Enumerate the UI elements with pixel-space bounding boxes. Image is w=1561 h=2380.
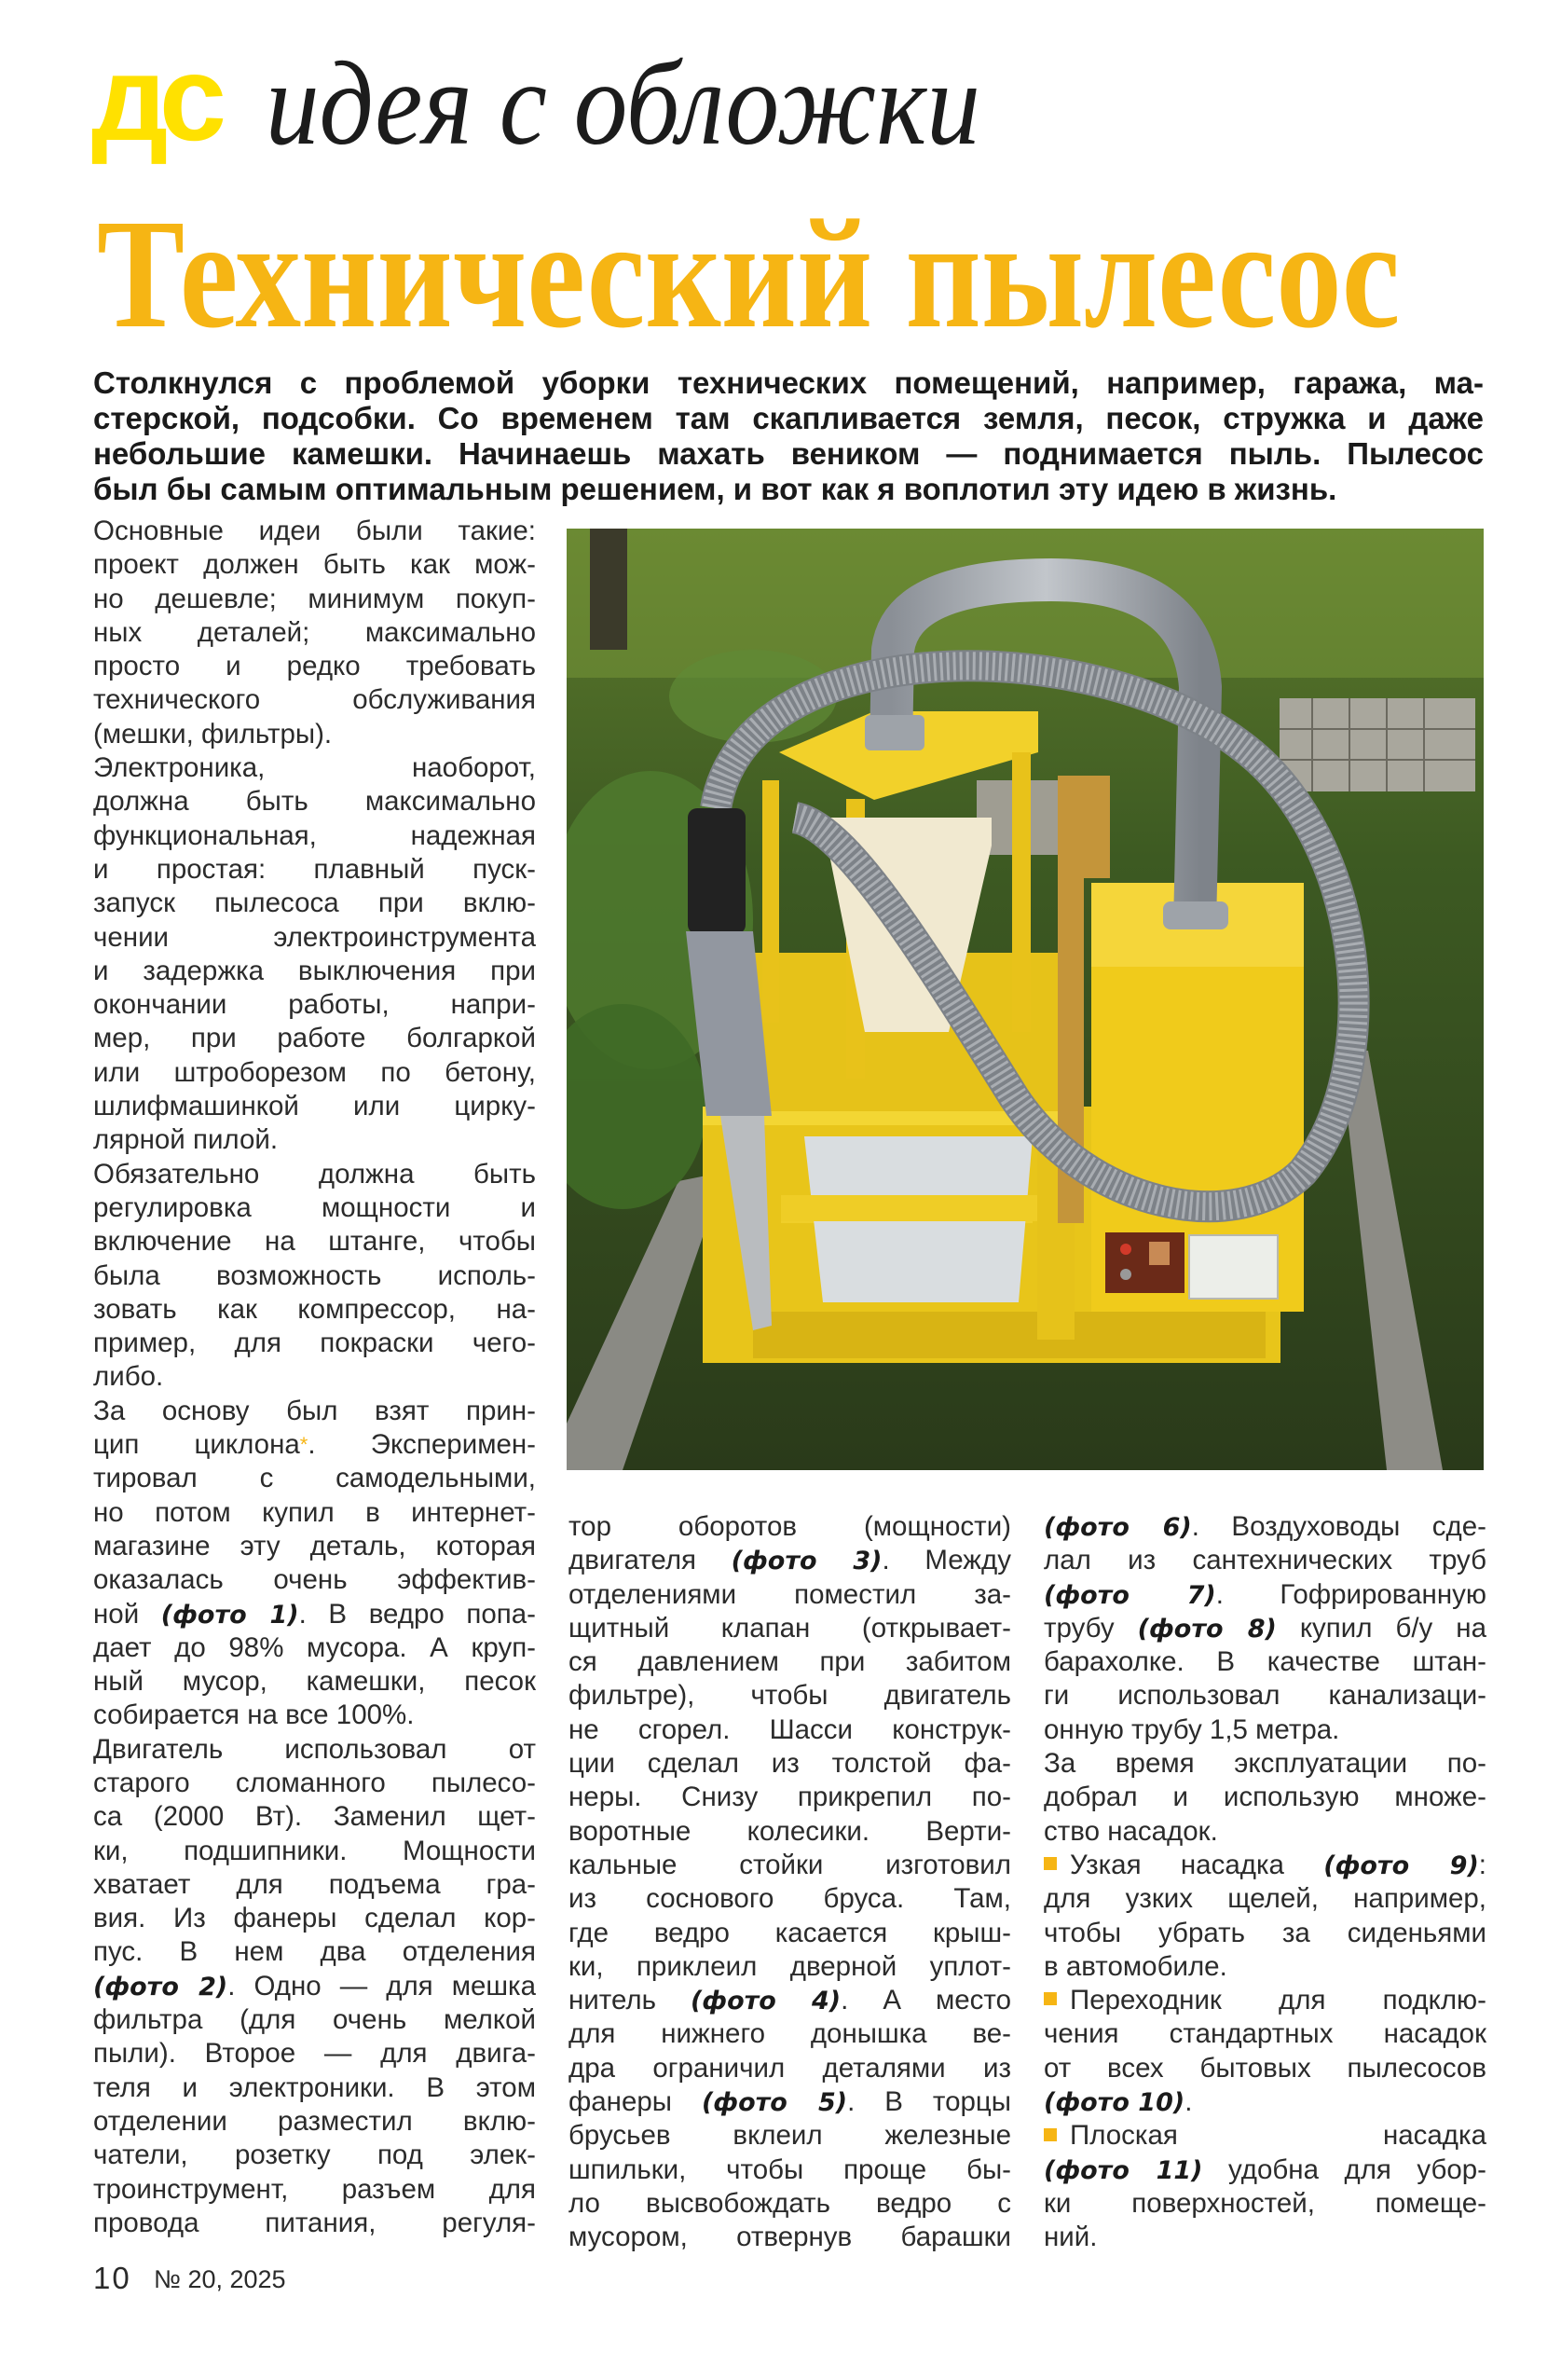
text-line <box>93 1327 536 1360</box>
text-line <box>93 988 536 1022</box>
text-line <box>568 2153 1011 2187</box>
text-line <box>93 1428 536 1462</box>
power-socket <box>1189 1235 1278 1299</box>
footnote-asterisk: * <box>299 1433 308 1457</box>
text-run: от всех бытовых пылесосов <box>1044 2052 1486 2084</box>
text-run: или штроборезом по бетону, <box>93 1056 536 1088</box>
text-line <box>93 515 536 548</box>
text-run: ный мусор, камешки, песок <box>93 1666 536 1698</box>
text-run: За время эксплуатации по- <box>1044 1748 1486 1780</box>
photo-reference: (фото 8) <box>1137 1614 1277 1644</box>
text-line <box>1044 2153 1486 2187</box>
text-line <box>93 1259 536 1293</box>
text-line <box>568 2221 1011 2254</box>
text-line <box>93 2105 536 2139</box>
text-run: дра ограничил деталями из <box>568 2052 1011 2084</box>
text-line <box>93 2003 536 2037</box>
text-run: ги использовал канализаци- <box>1044 1680 1486 1712</box>
text-run: ки поверхностей, помеще- <box>1044 2187 1486 2219</box>
text-line <box>93 2207 536 2240</box>
text-line <box>93 1022 536 1055</box>
text-run: в автомобиле. <box>1044 1950 1227 1982</box>
text-line <box>93 548 536 582</box>
text-run: вия. Из фанеры сделал кор- <box>93 1903 536 1934</box>
text-line <box>93 2173 536 2207</box>
text-line <box>1044 2187 1486 2221</box>
text-run: старого сломанного пылесо- <box>93 1767 536 1798</box>
text-run: функциональная, надежная <box>93 819 536 851</box>
bullet-square-icon <box>1044 2128 1057 2141</box>
text-line <box>93 2037 536 2070</box>
text-run: пыли). Второе — для двига- <box>93 2038 536 2070</box>
text-run: трубу <box>1044 1612 1138 1644</box>
text-run: воротные колесики. Верти- <box>568 1815 1011 1847</box>
photo-reference: (фото 2) <box>93 1972 228 2002</box>
text-line <box>93 650 536 683</box>
text-run: для нижнего донышка ве- <box>568 2018 1011 2050</box>
text-column-2 <box>568 1510 1011 2255</box>
text-line <box>93 583 536 616</box>
text-run: пус. В нем два отделения <box>93 1936 536 1968</box>
magazine-logo: дс <box>91 30 220 166</box>
text-run: технического обслуживания <box>93 684 536 716</box>
text-run: Обязательно должна быть <box>93 1158 536 1190</box>
text-run: купил б/у на <box>1276 1612 1486 1644</box>
text-run: окончании работы, напри- <box>93 989 536 1021</box>
text-run: для узких щелей, например, <box>1044 1883 1486 1915</box>
text-run: тировал с самодельными, <box>93 1463 536 1494</box>
text-run: : <box>1478 1849 1486 1880</box>
photo-reference: (фото 1) <box>160 1600 299 1630</box>
text-line <box>568 1679 1011 1713</box>
text-line <box>1044 1612 1486 1645</box>
text-line <box>93 1699 536 1732</box>
text-run: . Воздуховоды сде- <box>1191 1511 1487 1542</box>
text-run: неры. Снизу прикрепил по- <box>568 1782 1011 1813</box>
text-line <box>93 785 536 819</box>
text-run: . Между <box>882 1545 1011 1576</box>
text-run: барахолке. В качестве штан- <box>1044 1646 1486 1678</box>
lead-line: стерской, подсобки. Со временем там скапливается земля, песок, стружка и даже <box>93 401 1484 435</box>
page-number: 10 <box>93 2261 131 2295</box>
text-run: и задержка выключения при <box>93 955 536 986</box>
text-line <box>93 921 536 955</box>
photo-reference: (фото 4) <box>690 1987 842 2016</box>
text-line <box>568 1747 1011 1781</box>
text-line <box>93 683 536 717</box>
photo-reference: (фото 6) <box>1044 1513 1192 1542</box>
text-run: тор оборотов (мощности) <box>568 1511 1011 1542</box>
brick-wall <box>1280 698 1475 791</box>
text-line <box>93 1191 536 1225</box>
text-line <box>93 2071 536 2105</box>
text-line <box>568 2052 1011 2085</box>
text-line <box>93 616 536 650</box>
text-run: фанеры <box>568 2086 702 2118</box>
text-line <box>93 1225 536 1259</box>
text-column-3 <box>1044 1510 1486 2255</box>
text-line <box>1044 1578 1486 1612</box>
text-line <box>568 1815 1011 1849</box>
text-line <box>568 1578 1011 1612</box>
text-run: проект должен быть как мож- <box>93 549 536 581</box>
text-line <box>93 1767 536 1800</box>
text-run: лярной пилой. <box>93 1124 279 1156</box>
article-title: Технический пылесос <box>97 187 1401 361</box>
photo-reference: (фото 3) <box>731 1547 883 1576</box>
text-line <box>1044 1510 1486 1544</box>
text-run: Узкая насадка <box>1070 1849 1324 1880</box>
text-run: ной <box>93 1598 161 1630</box>
text-line <box>1044 1781 1486 1814</box>
text-line <box>93 1293 536 1327</box>
text-run: лал из сантехнических труб <box>1044 1545 1486 1576</box>
text-run: нитель <box>568 1985 691 2016</box>
bullet-square-icon <box>1044 1857 1057 1870</box>
text-run: запуск пылесоса при вклю- <box>93 887 536 919</box>
text-run: цип циклона <box>93 1429 300 1461</box>
text-run: добрал и использую множе- <box>1044 1782 1486 1813</box>
text-line <box>568 1544 1011 1577</box>
text-line <box>93 1733 536 1767</box>
text-run: ство насадок. <box>1044 1815 1218 1847</box>
text-run: . Гофрированную <box>1215 1578 1486 1610</box>
text-line <box>93 1090 536 1123</box>
text-run: отделении разместил вклю- <box>93 2105 536 2137</box>
text-run: ции сделал из толстой фа- <box>568 1748 1011 1780</box>
text-run: мер, при работе болгаркой <box>93 1023 536 1054</box>
text-run: где ведро касается крыш- <box>568 1917 1011 1948</box>
text-run: дает до 98% мусора. А круп- <box>93 1631 536 1663</box>
text-run: . А место <box>841 1985 1012 2016</box>
photo-reference: (фото 10) <box>1044 2088 1185 2118</box>
text-run: но потом купил в интернет- <box>93 1496 536 1528</box>
text-line <box>568 1849 1011 1882</box>
text-column-1 <box>93 515 536 2240</box>
text-line <box>93 819 536 853</box>
text-line <box>568 1645 1011 1679</box>
issue-number: № 20, 2025 <box>154 2265 286 2293</box>
text-run: ний. <box>1044 2222 1098 2253</box>
text-line <box>93 718 536 751</box>
text-run: магазине эту деталь, которая <box>93 1530 536 1561</box>
text-line <box>93 1935 536 1969</box>
text-line <box>93 1835 536 1868</box>
text-line <box>93 1800 536 1834</box>
text-run: чатели, розетку под элек- <box>93 2139 536 2171</box>
text-run: фильтре), чтобы двигатель <box>568 1680 1011 1712</box>
text-run: Электроника, наоборот, <box>93 752 536 784</box>
text-run: . В торцы <box>847 2086 1012 2118</box>
text-line <box>568 2119 1011 2153</box>
text-run: Переходник для подклю- <box>1070 1985 1486 2016</box>
text-line <box>1044 1815 1486 1849</box>
text-line <box>1044 2085 1486 2119</box>
text-run: отделениями поместил за- <box>568 1578 1011 1610</box>
text-run: удобна для убор- <box>1202 2153 1486 2185</box>
text-run: . Эксперимен- <box>308 1429 536 1461</box>
text-run: троинструмент, разъем для <box>93 2173 536 2205</box>
text-run: чтобы убрать за сиденьями <box>1044 1917 1486 1948</box>
hose-coupling <box>688 808 746 934</box>
text-line <box>93 1056 536 1090</box>
text-run: са (2000 Вт). Заменил щет- <box>93 1801 536 1833</box>
text-line <box>93 1631 536 1665</box>
text-line <box>93 751 536 785</box>
text-run: кальные стойки изготовил <box>568 1849 1011 1880</box>
text-line <box>93 1158 536 1191</box>
text-line <box>93 1902 536 1935</box>
text-run: ки, приклеил дверной уплот- <box>568 1950 1011 1982</box>
text-run: и простая: плавный пуск- <box>93 853 536 885</box>
text-line <box>568 1713 1011 1747</box>
text-line <box>93 1563 536 1597</box>
text-run: Двигатель использовал от <box>93 1733 536 1765</box>
text-run: двигателя <box>568 1545 732 1576</box>
text-line <box>568 2017 1011 2051</box>
lead-line: небольшие камешки. Начинаешь махать веником — поднимается пыль. Пылесос <box>93 436 1484 471</box>
text-line <box>568 1950 1011 1984</box>
text-run: собирается на все 100%. <box>93 1699 415 1731</box>
text-run: включение на штанге, чтобы <box>93 1226 536 1258</box>
text-run: зовать как компрессор, на- <box>93 1293 536 1325</box>
text-line <box>568 1984 1011 2017</box>
text-run: оказалась очень эффектив- <box>93 1564 536 1596</box>
bullet-square-icon <box>1044 1992 1057 2005</box>
text-line <box>93 955 536 988</box>
text-line <box>1044 1544 1486 1577</box>
text-line <box>568 2187 1011 2221</box>
text-run: ло высвобождать ведро с <box>568 2187 1011 2219</box>
photo-reference: (фото 7) <box>1044 1580 1216 1610</box>
text-run: мусором, отвернув барашки <box>568 2222 1011 2253</box>
photo-reference: (фото 11) <box>1044 2155 1203 2185</box>
rubric-title: идея с обложки <box>266 37 980 170</box>
photo-reference: (фото 9) <box>1323 1850 1479 1880</box>
text-line <box>93 1530 536 1563</box>
text-run: провода питания, регуля- <box>93 2207 536 2238</box>
text-run: (мешки, фильтры). <box>93 718 333 750</box>
text-line <box>93 1970 536 2003</box>
text-line <box>1044 1679 1486 1713</box>
article-lead <box>93 365 1484 507</box>
text-run: Плоская насадка <box>1070 2120 1486 2152</box>
text-run: Основные идеи были такие: <box>93 516 536 546</box>
text-run: но дешевле; минимум покуп- <box>93 583 536 614</box>
text-line <box>1044 2221 1486 2254</box>
text-line <box>1044 2119 1486 2153</box>
text-run: ся давлением при забитом <box>568 1646 1011 1678</box>
text-line <box>1044 2052 1486 2085</box>
text-line <box>568 1917 1011 1950</box>
text-run: либо. <box>93 1361 164 1393</box>
text-run: пример, для покраски чего- <box>93 1328 536 1359</box>
text-run: просто и редко требовать <box>93 651 536 682</box>
text-line <box>93 2139 536 2172</box>
text-line <box>568 1612 1011 1645</box>
text-line <box>93 1123 536 1157</box>
text-run: хватает для подъема гра- <box>93 1868 536 1900</box>
control-panel <box>1105 1232 1184 1293</box>
text-run: должна быть максимально <box>93 786 536 818</box>
text-run: из соснового бруса. Там, <box>568 1883 1011 1915</box>
text-run: онную трубу 1,5 метра. <box>1044 1713 1340 1745</box>
text-run: регулировка мощности и <box>93 1191 536 1223</box>
text-line <box>1044 1950 1486 1984</box>
vacuum-cleaner-photo <box>567 529 1484 1470</box>
text-run: чения стандартных насадок <box>1044 2018 1486 2050</box>
text-line <box>93 853 536 887</box>
text-run: . <box>1184 2086 1193 2118</box>
text-line <box>568 1882 1011 1916</box>
text-line <box>93 1395 536 1428</box>
text-run: фильтра (для очень мелкой <box>93 2004 536 2036</box>
text-line <box>1044 1882 1486 1916</box>
text-run: шпильки, чтобы проще бы- <box>568 2153 1011 2185</box>
text-line <box>1044 1917 1486 1950</box>
text-line <box>1044 1849 1486 1882</box>
text-run: ки, подшипники. Мощности <box>93 1835 536 1866</box>
text-line <box>93 1496 536 1530</box>
text-line <box>568 2085 1011 2119</box>
text-run: шлифмашинкой или цирку- <box>93 1091 536 1122</box>
text-line <box>1044 1713 1486 1747</box>
text-run: . Одно — для мешка <box>227 1970 537 2002</box>
photo-reference: (фото 5) <box>701 2088 848 2118</box>
text-line <box>93 1598 536 1631</box>
text-line <box>1044 1645 1486 1679</box>
lead-line: был бы самым оптимальным решением, и вот как я воплотил эту идею в жизнь. <box>93 472 1337 506</box>
text-line <box>93 1868 536 1902</box>
text-line <box>93 1462 536 1495</box>
text-run: щитный клапан (открывает- <box>568 1612 1011 1644</box>
text-line <box>1044 2017 1486 2051</box>
text-line <box>1044 1984 1486 2017</box>
text-run: ных деталей; максимально <box>93 616 536 648</box>
text-run: была возможность исполь- <box>93 1259 536 1291</box>
text-run: брусьев вклеил железные <box>568 2120 1011 2152</box>
text-line <box>568 1781 1011 1814</box>
text-line <box>93 887 536 920</box>
text-run: чении электроинструмента <box>93 921 536 953</box>
text-run: теля и электроники. В этом <box>93 2071 536 2103</box>
text-run: . В ведро попа- <box>298 1598 537 1630</box>
text-line <box>568 1510 1011 1544</box>
text-line <box>1044 1747 1486 1781</box>
text-line <box>93 1665 536 1699</box>
lead-line: Столкнулся с проблемой уборки технических помещений, например, гаража, ма- <box>93 365 1484 400</box>
text-run: За основу был взят прин- <box>93 1395 536 1426</box>
text-run: не сгорел. Шасси конструк- <box>568 1713 1011 1745</box>
text-line <box>93 1360 536 1394</box>
